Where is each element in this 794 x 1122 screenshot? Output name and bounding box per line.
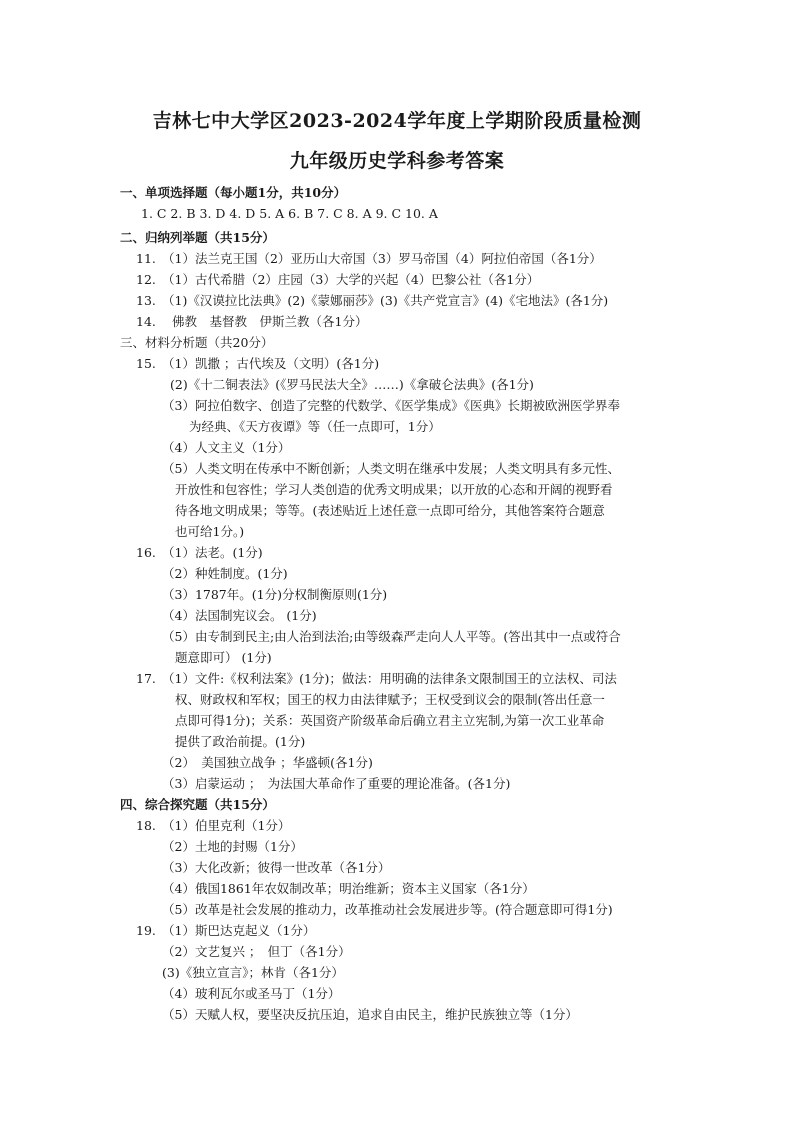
- q16-line: 题意即可） (1分): [175, 650, 272, 665]
- section-1-heading: 一、单项选择题（每小题1分，共10分）: [120, 185, 347, 200]
- q15-line: （5）人类文明在传承中不断创新；人类文明在继承中发展；人类文明具有多元性、: [162, 461, 620, 476]
- q18-line: （4）俄国1861年农奴制改革；明治维新；资本主义国家（各1分）: [162, 881, 535, 896]
- q19-line: （1）斯巴达克起义（1分）: [162, 923, 316, 938]
- q18-line: （1）伯里克利（1分）: [162, 818, 291, 833]
- document-title: 吉林七中大学区2023-2024学年度上学期阶段质量检测: [152, 110, 642, 132]
- q17-line: 提供了政治前提。(1分): [175, 734, 306, 749]
- q15-line: 为经典、《天方夜谭》等（任一点即可，1分）: [189, 419, 441, 434]
- q13-number: 13.: [136, 293, 156, 308]
- q19-line: (3)《独立宣言》；林肯（各1分）: [162, 965, 344, 980]
- q16-line: （1）法老。(1分): [162, 545, 263, 560]
- q16-line: （2）种姓制度。(1分): [162, 566, 288, 581]
- q15-line: （1）凯撒 ；古代埃及（文明）(各1分): [162, 356, 380, 371]
- q18-line: （2）土地的封赐（1分）: [162, 839, 303, 854]
- section-2-heading: 二、归纳列举题（共15分）: [120, 230, 275, 245]
- q16-number: 16.: [136, 545, 156, 560]
- q18-line: （3）大化改新；彼得一世改革（各1分）: [162, 860, 391, 875]
- q15-line: 也可给1分。): [175, 524, 245, 539]
- q17-line: （3）启蒙运动 ； 为法国大革命作了重要的理论准备。(各1分): [162, 776, 511, 791]
- q16-line: （4）法国制宪议会。 (1分): [162, 608, 317, 623]
- q15-line: （4）人文主义（1分）: [162, 440, 291, 455]
- q15-line: （3）阿拉伯数字、创造了完整的代数学、《医学集成》《医典》长期被欧洲医学界奉: [162, 398, 620, 413]
- q19-number: 19.: [136, 923, 156, 938]
- q17-number: 17.: [136, 671, 156, 686]
- q15-line: 待各地文明成果；等等。(表述贴近上述任意一点即可给分，其他答案符合题意: [175, 503, 605, 518]
- document-subtitle: 九年级历史学科参考答案: [289, 150, 505, 172]
- q17-line: （2） 美国独立战争 ；华盛顿(各1分): [162, 755, 373, 770]
- q16-line: （5）由专制到民主;由人治到法治;由等级森严走向人人平等。(答出其中一点或符合: [162, 629, 621, 644]
- q11-number: 11.: [136, 251, 156, 266]
- q17-line: 权、财政权和军权；国王的权力由法律赋予；王权受到议会的限制(答出任意一: [175, 692, 605, 707]
- section-4-heading: 四、综合探究题（共15分）: [120, 797, 275, 812]
- q17-line: （1）文件:《权利法案》(1分)；做法：用明确的法律条文限制国王的立法权、司法: [162, 671, 617, 686]
- q12-number: 12.: [136, 272, 156, 287]
- q19-line: （2）文艺复兴 ； 但丁（各1分）: [162, 944, 351, 959]
- q18-line: （5）改革是社会发展的推动力，改革推动社会发展进步等。(符合题意即可得1分): [162, 902, 613, 917]
- q14-number: 14.: [136, 314, 156, 329]
- q16-line: （3）1787年。(1分)分权制衡原则(1分): [162, 587, 388, 602]
- q11-answer: （1）法兰克王国（2）亚历山大帝国（3）罗马帝国（4）阿拉伯帝国（各1分）: [162, 251, 602, 266]
- q15-line: (2)《十二铜表法》(《罗马民法大全》……)《拿破仑法典》(各1分): [170, 377, 534, 392]
- q18-number: 18.: [136, 818, 156, 833]
- section-1-answers: 1. C 2. B 3. D 4. D 5. A 6. B 7. C 8. A 9. C 10. A: [141, 206, 438, 221]
- q12-answer: （1）古代希腊（2）庄园（3）大学的兴起（4）巴黎公社（各1分）: [162, 272, 540, 287]
- q15-number: 15.: [136, 356, 156, 371]
- q15-line: 开放性和包容性；学习人类创造的优秀文明成果；以开放的心态和开阔的视野看: [175, 482, 613, 497]
- q13-answer: （1)《汉谟拉比法典》(2)《蒙娜丽莎》(3)《共产党宣言》(4)《宅地法》(各1分): [162, 293, 609, 308]
- q17-line: 点即可得1分)；关系：英国资产阶级革命后确立君主立宪制,为第一次工业革命: [175, 713, 605, 728]
- q19-line: （5）天赋人权，要坚决反抗压迫，追求自由民主，维护民族独立等（1分）: [162, 1007, 578, 1022]
- q14-answer: 佛教 基督教 伊斯兰教（各1分）: [172, 314, 368, 329]
- q19-line: （4）玻利瓦尔或圣马丁（1分）: [162, 986, 341, 1001]
- section-3-heading: 三、材料分析题（共20分）: [120, 335, 274, 350]
